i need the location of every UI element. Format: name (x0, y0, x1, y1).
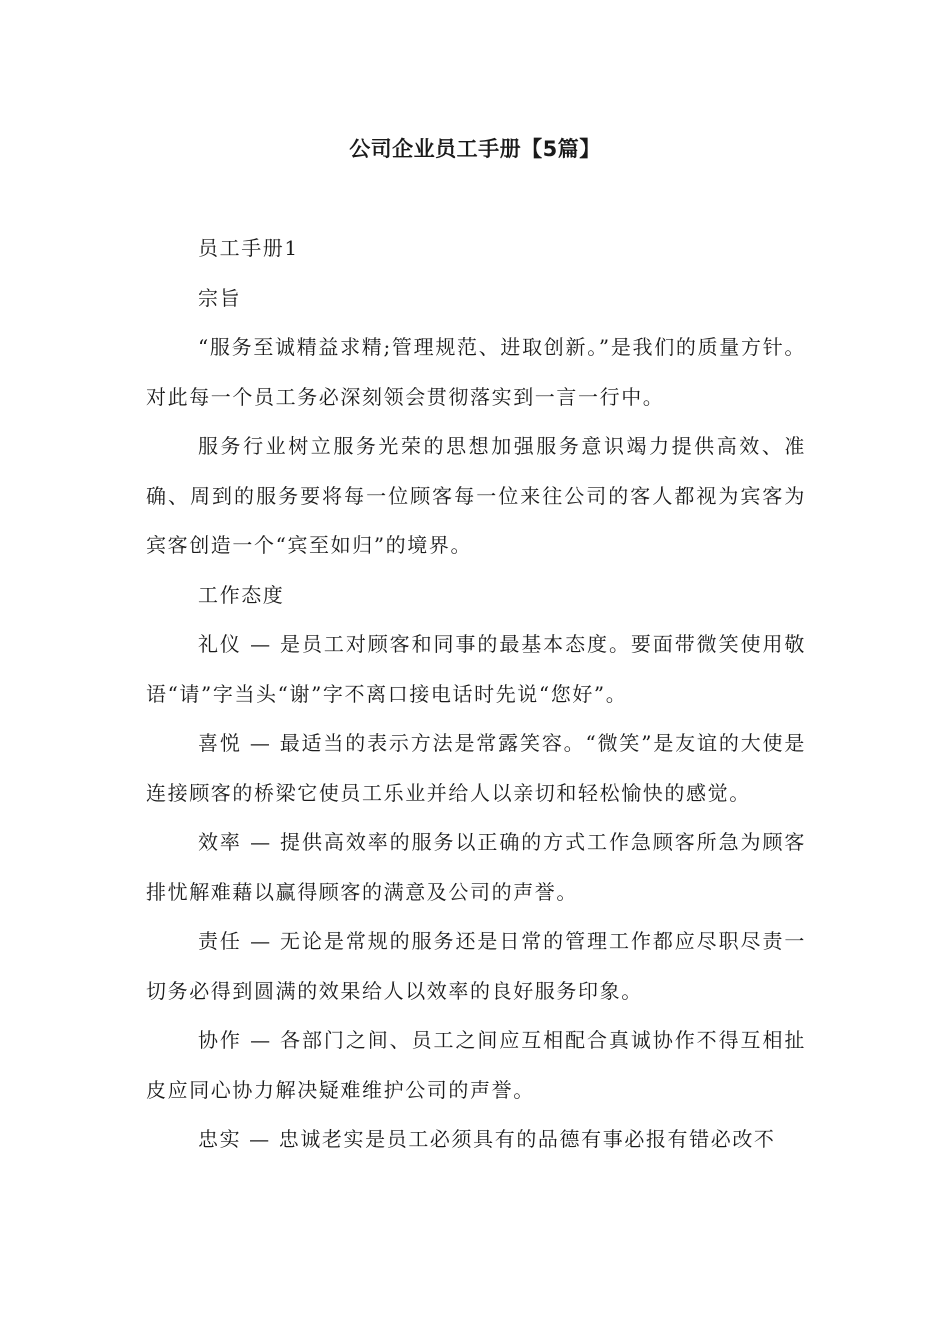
paragraph-efficiency: 效率 — 提供高效率的服务以正确的方式工作急顾客所急为顾客排忧解难藉以赢得顾客的满意及公司的声誉。 (146, 830, 806, 904)
paragraph-etiquette: 礼仪 — 是员工对顾客和同事的最基本态度。要面带微笑使用敬语“请”字当头“谢”字不离口接电话时先说“您好”。 (146, 632, 806, 706)
document-title: 公司企业员工手册【5篇】 (349, 137, 601, 161)
paragraph-quality-policy: “服务至诚精益求精;管理规范、进取创新。”是我们的质量方针。对此每一个员工务必深刻领会贯彻落实到一言一行中。 (146, 335, 806, 409)
subsection-heading-purpose: 宗旨 (198, 285, 242, 310)
section-heading: 员工手册1 (198, 236, 299, 260)
subsection-heading-attitude: 工作态度 (198, 582, 285, 607)
document-body (146, 224, 806, 1165)
paragraph-responsibility: 责任 — 无论是常规的服务还是日常的管理工作都应尽职尽责一切务必得到圆满的效果给人以效率的良好服务印象。 (146, 929, 806, 1003)
paragraph-cooperation: 协作 — 各部门之间、员工之间应互相配合真诚协作不得互相扯皮应同心协力解决疑难维护公司的声誉。 (146, 1028, 806, 1102)
paragraph-joy: 喜悦 — 最适当的表示方法是常露笑容。“微笑”是友谊的大使是连接顾客的桥梁它使员工乐业并给人以亲切和轻松愉快的感觉。 (146, 731, 806, 805)
paragraph-loyalty: 忠实 — 忠诚老实是员工必须具有的品德有事必报有错必改不 (198, 1127, 776, 1151)
paragraph-service-awareness: 服务行业树立服务光荣的思想加强服务意识竭力提供高效、准确、周到的服务要将每一位顾客每一位来往公司的客人都视为宾客为宾客创造一个“宾至如归”的境界。 (146, 434, 806, 557)
